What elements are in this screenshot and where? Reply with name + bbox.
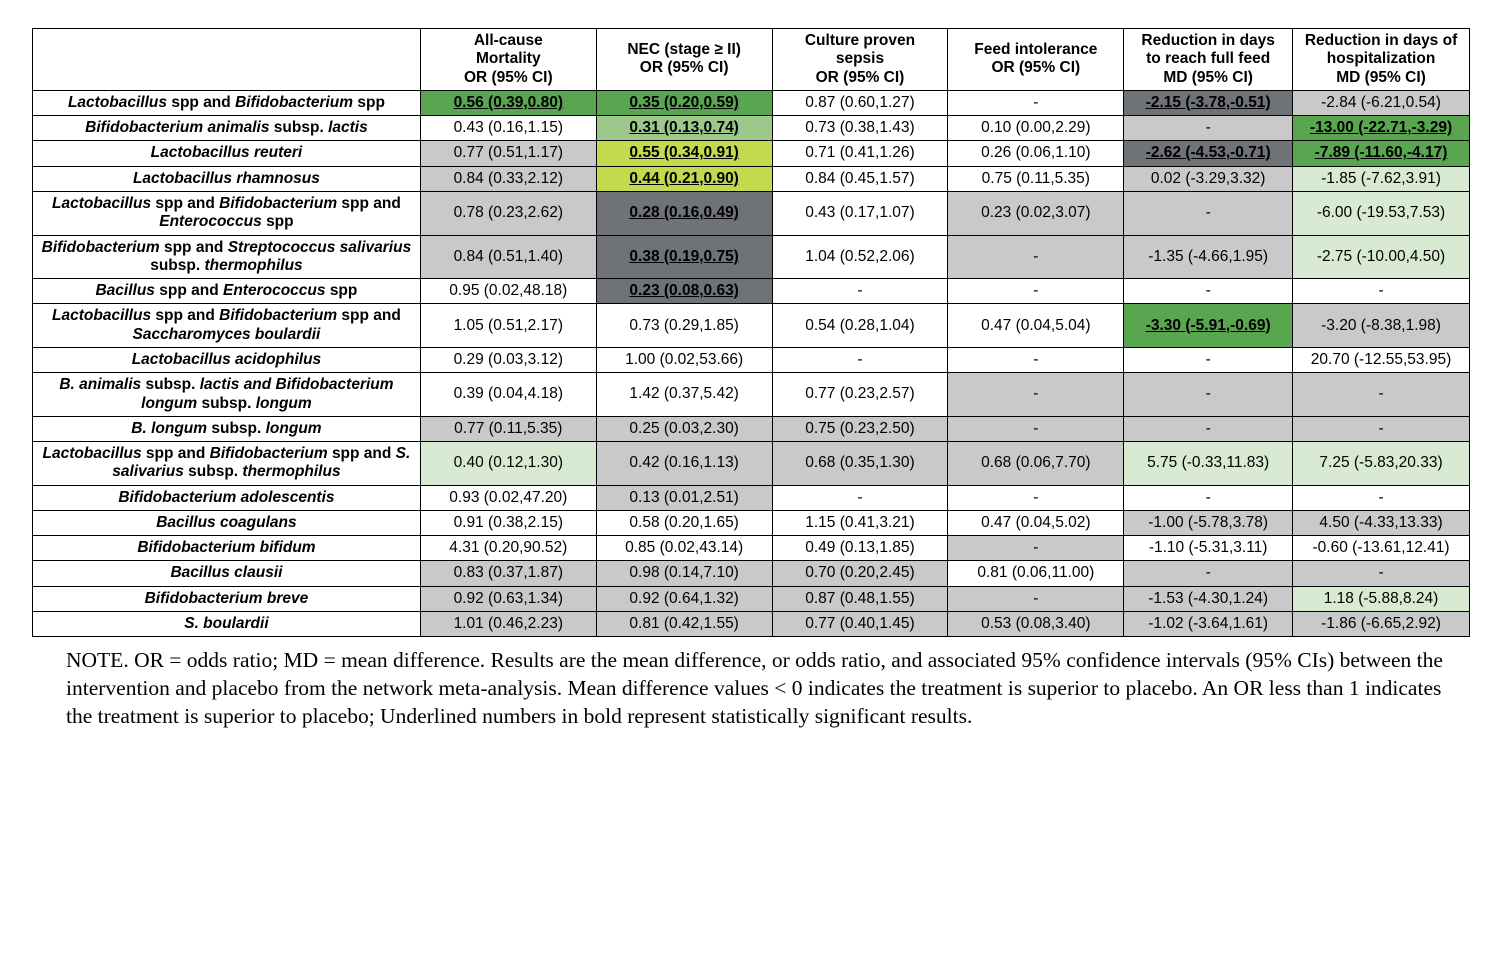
- data-cell: 0.13 (0.01,2.51): [596, 485, 772, 510]
- data-cell: 4.50 (-4.33,13.33): [1293, 510, 1470, 535]
- header-line: sepsis: [835, 50, 885, 68]
- table-header: [33, 29, 1470, 91]
- table-row: [33, 279, 1470, 304]
- data-cell: 1.05 (0.51,2.17): [420, 304, 596, 348]
- data-cell: 0.85 (0.02,43.14): [596, 536, 772, 561]
- table-row: [33, 116, 1470, 141]
- row-intervention-name: Bifidobacterium animalis subsp. lactis: [33, 116, 421, 141]
- header-cell-outcome-1: [420, 29, 596, 91]
- data-cell: 0.77 (0.23,2.57): [772, 373, 948, 417]
- row-intervention-name: Lactobacillus reuteri: [33, 141, 421, 166]
- data-cell: 0.42 (0.16,1.13): [596, 442, 772, 486]
- header-line: OR (95% CI): [463, 68, 553, 86]
- data-cell: -2.84 (-6.21,0.54): [1293, 90, 1470, 115]
- row-intervention-name: Lactobacillus spp and Bifidobacterium spp and Saccharomyces boulardii: [33, 304, 421, 348]
- data-cell: 1.42 (0.37,5.42): [596, 373, 772, 417]
- data-cell: 0.47 (0.04,5.02): [948, 510, 1124, 535]
- header-line: to reach full feed: [1146, 50, 1271, 68]
- data-cell: -1.00 (-5.78,3.78): [1124, 510, 1293, 535]
- row-intervention-name: Bifidobacterium bifidum: [33, 536, 421, 561]
- table-row: [33, 561, 1470, 586]
- table-row: [33, 347, 1470, 372]
- table-row: [33, 442, 1470, 486]
- data-cell: 0.58 (0.20,1.65): [596, 510, 772, 535]
- data-cell: -: [1124, 561, 1293, 586]
- header-line: OR (95% CI): [991, 59, 1081, 77]
- data-cell: 0.39 (0.04,4.18): [420, 373, 596, 417]
- data-cell: 0.84 (0.51,1.40): [420, 235, 596, 279]
- data-cell: -2.15 (-3.78,-0.51): [1124, 90, 1293, 115]
- table-row: [33, 166, 1470, 191]
- header-cell-outcome-6: [1293, 29, 1470, 91]
- table-row: [33, 586, 1470, 611]
- data-cell: -: [1293, 416, 1470, 441]
- data-cell: 0.92 (0.63,1.34): [420, 586, 596, 611]
- data-cell: 7.25 (-5.83,20.33): [1293, 442, 1470, 486]
- table-note: NOTE. OR = odds ratio; MD = mean difference. Results are the mean difference, or odds ratio, and associated 95% confidence intervals (95% CIs) between the intervention and placebo from the network meta-analysis. Mean difference values < 0 indicates the treatment is superior to placebo. An OR less than 1 indicates the treatment is superior to placebo; Underlined numbers in bold represent statistically significant results.: [66, 648, 1443, 729]
- data-cell: -: [1124, 416, 1293, 441]
- data-cell: -: [948, 90, 1124, 115]
- data-cell: -: [1293, 485, 1470, 510]
- data-cell: -0.60 (-13.61,12.41): [1293, 536, 1470, 561]
- data-cell: 0.29 (0.03,3.12): [420, 347, 596, 372]
- data-cell: 0.71 (0.41,1.26): [772, 141, 948, 166]
- data-cell: -1.02 (-3.64,1.61): [1124, 612, 1293, 637]
- data-cell: -: [948, 586, 1124, 611]
- data-cell: 0.38 (0.19,0.75): [596, 235, 772, 279]
- header-line: hospitalization: [1326, 50, 1436, 68]
- data-cell: 1.18 (-5.88,8.24): [1293, 586, 1470, 611]
- row-intervention-name: Lactobacillus spp and Bifidobacterium spp and Enterococcus spp: [33, 191, 421, 235]
- data-cell: 0.68 (0.35,1.30): [772, 442, 948, 486]
- row-intervention-name: Lactobacillus acidophilus: [33, 347, 421, 372]
- data-cell: 0.84 (0.33,2.12): [420, 166, 596, 191]
- data-cell: -: [948, 485, 1124, 510]
- data-cell: 0.93 (0.02,47.20): [420, 485, 596, 510]
- data-cell: -: [948, 347, 1124, 372]
- table-row: [33, 536, 1470, 561]
- data-cell: -6.00 (-19.53,7.53): [1293, 191, 1470, 235]
- row-intervention-name: Lactobacillus rhamnosus: [33, 166, 421, 191]
- data-cell: 1.15 (0.41,3.21): [772, 510, 948, 535]
- header-line: Mortality: [476, 50, 541, 68]
- data-cell: -: [1124, 116, 1293, 141]
- table-row: [33, 373, 1470, 417]
- data-cell: 1.01 (0.46,2.23): [420, 612, 596, 637]
- data-cell: 0.84 (0.45,1.57): [772, 166, 948, 191]
- data-cell: -: [1293, 561, 1470, 586]
- header-line: Culture proven: [804, 32, 916, 49]
- table-row: [33, 304, 1470, 348]
- data-cell: 0.26 (0.06,1.10): [948, 141, 1124, 166]
- header-line: All-cause: [473, 32, 543, 49]
- data-cell: -13.00 (-22.71,-3.29): [1293, 116, 1470, 141]
- row-intervention-name: Lactobacillus spp and Bifidobacterium spp and S. salivarius subsp. thermophilus: [33, 442, 421, 486]
- data-cell: -: [1293, 373, 1470, 417]
- data-cell: -1.35 (-4.66,1.95): [1124, 235, 1293, 279]
- data-cell: 0.92 (0.64,1.32): [596, 586, 772, 611]
- data-cell: 0.81 (0.06,11.00): [948, 561, 1124, 586]
- data-cell: -: [948, 536, 1124, 561]
- data-cell: -: [1124, 485, 1293, 510]
- data-cell: -2.62 (-4.53,-0.71): [1124, 141, 1293, 166]
- table-body: [33, 90, 1470, 636]
- data-cell: 0.49 (0.13,1.85): [772, 536, 948, 561]
- data-cell: 0.44 (0.21,0.90): [596, 166, 772, 191]
- data-cell: 0.78 (0.23,2.62): [420, 191, 596, 235]
- table-row: [33, 141, 1470, 166]
- row-intervention-name: B. animalis subsp. lactis and Bifidobacterium longum subsp. longum: [33, 373, 421, 417]
- data-cell: 0.23 (0.02,3.07): [948, 191, 1124, 235]
- header-cell-outcome-2: [596, 29, 772, 91]
- data-cell: -2.75 (-10.00,4.50): [1293, 235, 1470, 279]
- data-cell: 0.02 (-3.29,3.32): [1124, 166, 1293, 191]
- data-cell: -: [1124, 373, 1293, 417]
- data-cell: 0.56 (0.39,0.80): [420, 90, 596, 115]
- row-intervention-name: S. boulardii: [33, 612, 421, 637]
- header-row: [33, 29, 1470, 91]
- data-cell: 0.77 (0.11,5.35): [420, 416, 596, 441]
- data-cell: 0.55 (0.34,0.91): [596, 141, 772, 166]
- data-cell: 4.31 (0.20,90.52): [420, 536, 596, 561]
- data-cell: 0.68 (0.06,7.70): [948, 442, 1124, 486]
- table-row: [33, 612, 1470, 637]
- data-cell: -1.10 (-5.31,3.11): [1124, 536, 1293, 561]
- row-intervention-name: Bacillus spp and Enterococcus spp: [33, 279, 421, 304]
- data-cell: 0.87 (0.48,1.55): [772, 586, 948, 611]
- header-line: Feed intolerance: [974, 41, 1098, 59]
- header-line: MD (95% CI): [1336, 68, 1426, 86]
- data-cell: 0.91 (0.38,2.15): [420, 510, 596, 535]
- data-cell: 0.23 (0.08,0.63): [596, 279, 772, 304]
- network-meta-analysis-table: [32, 28, 1470, 637]
- data-cell: 1.04 (0.52,2.06): [772, 235, 948, 279]
- data-cell: -3.30 (-5.91,-0.69): [1124, 304, 1293, 348]
- header-line: NEC (stage ≥ II): [627, 41, 741, 59]
- data-cell: 5.75 (-0.33,11.83): [1124, 442, 1293, 486]
- data-cell: -: [772, 347, 948, 372]
- header-cell-outcome-5: [1124, 29, 1293, 91]
- data-cell: 0.77 (0.51,1.17): [420, 141, 596, 166]
- data-cell: -: [772, 485, 948, 510]
- header-cell-intervention: [33, 29, 421, 91]
- header-cell-outcome-4: [948, 29, 1124, 91]
- table-row: [33, 235, 1470, 279]
- row-intervention-name: Bacillus clausii: [33, 561, 421, 586]
- table-row: [33, 416, 1470, 441]
- data-cell: 0.70 (0.20,2.45): [772, 561, 948, 586]
- data-cell: 0.31 (0.13,0.74): [596, 116, 772, 141]
- data-cell: -: [948, 279, 1124, 304]
- data-cell: 0.77 (0.40,1.45): [772, 612, 948, 637]
- row-intervention-name: Bifidobacterium adolescentis: [33, 485, 421, 510]
- data-cell: 0.95 (0.02,48.18): [420, 279, 596, 304]
- data-cell: -: [1124, 279, 1293, 304]
- data-cell: -1.53 (-4.30,1.24): [1124, 586, 1293, 611]
- data-cell: 0.43 (0.17,1.07): [772, 191, 948, 235]
- data-cell: 0.75 (0.23,2.50): [772, 416, 948, 441]
- data-cell: -: [948, 235, 1124, 279]
- table-row: [33, 485, 1470, 510]
- data-cell: 0.53 (0.08,3.40): [948, 612, 1124, 637]
- data-cell: 1.00 (0.02,53.66): [596, 347, 772, 372]
- data-cell: -: [948, 416, 1124, 441]
- data-cell: -: [1124, 347, 1293, 372]
- data-cell: -1.85 (-7.62,3.91): [1293, 166, 1470, 191]
- data-cell: 0.75 (0.11,5.35): [948, 166, 1124, 191]
- header-cell-outcome-3: [772, 29, 948, 91]
- data-cell: 0.81 (0.42,1.55): [596, 612, 772, 637]
- data-cell: 0.87 (0.60,1.27): [772, 90, 948, 115]
- data-cell: 0.10 (0.00,2.29): [948, 116, 1124, 141]
- data-cell: 0.47 (0.04,5.04): [948, 304, 1124, 348]
- data-cell: -: [1293, 279, 1470, 304]
- data-cell: 0.25 (0.03,2.30): [596, 416, 772, 441]
- header-line: Reduction in days: [1141, 32, 1275, 49]
- data-cell: 0.73 (0.38,1.43): [772, 116, 948, 141]
- row-intervention-name: Bacillus coagulans: [33, 510, 421, 535]
- row-intervention-name: Bifidobacterium breve: [33, 586, 421, 611]
- data-cell: -: [948, 373, 1124, 417]
- data-cell: 0.28 (0.16,0.49): [596, 191, 772, 235]
- data-cell: 0.40 (0.12,1.30): [420, 442, 596, 486]
- data-cell: -: [772, 279, 948, 304]
- header-line: OR (95% CI): [815, 68, 905, 86]
- data-cell: 0.54 (0.28,1.04): [772, 304, 948, 348]
- header-line: OR (95% CI): [639, 59, 729, 77]
- data-cell: -: [1124, 191, 1293, 235]
- data-cell: 20.70 (-12.55,53.95): [1293, 347, 1470, 372]
- header-line: MD (95% CI): [1163, 68, 1253, 86]
- table-row: [33, 510, 1470, 535]
- header-line: Reduction in days of: [1304, 32, 1458, 49]
- data-cell: -1.86 (-6.65,2.92): [1293, 612, 1470, 637]
- data-cell: 0.98 (0.14,7.10): [596, 561, 772, 586]
- data-cell: 0.43 (0.16,1.15): [420, 116, 596, 141]
- table-row: [33, 90, 1470, 115]
- table-row: [33, 191, 1470, 235]
- data-cell: 0.73 (0.29,1.85): [596, 304, 772, 348]
- data-cell: 0.35 (0.20,0.59): [596, 90, 772, 115]
- data-cell: -3.20 (-8.38,1.98): [1293, 304, 1470, 348]
- data-cell: 0.83 (0.37,1.87): [420, 561, 596, 586]
- data-cell: -7.89 (-11.60,-4.17): [1293, 141, 1470, 166]
- row-intervention-name: B. longum subsp. longum: [33, 416, 421, 441]
- row-intervention-name: Lactobacillus spp and Bifidobacterium spp: [33, 90, 421, 115]
- row-intervention-name: Bifidobacterium spp and Streptococcus salivarius subsp. thermophilus: [33, 235, 421, 279]
